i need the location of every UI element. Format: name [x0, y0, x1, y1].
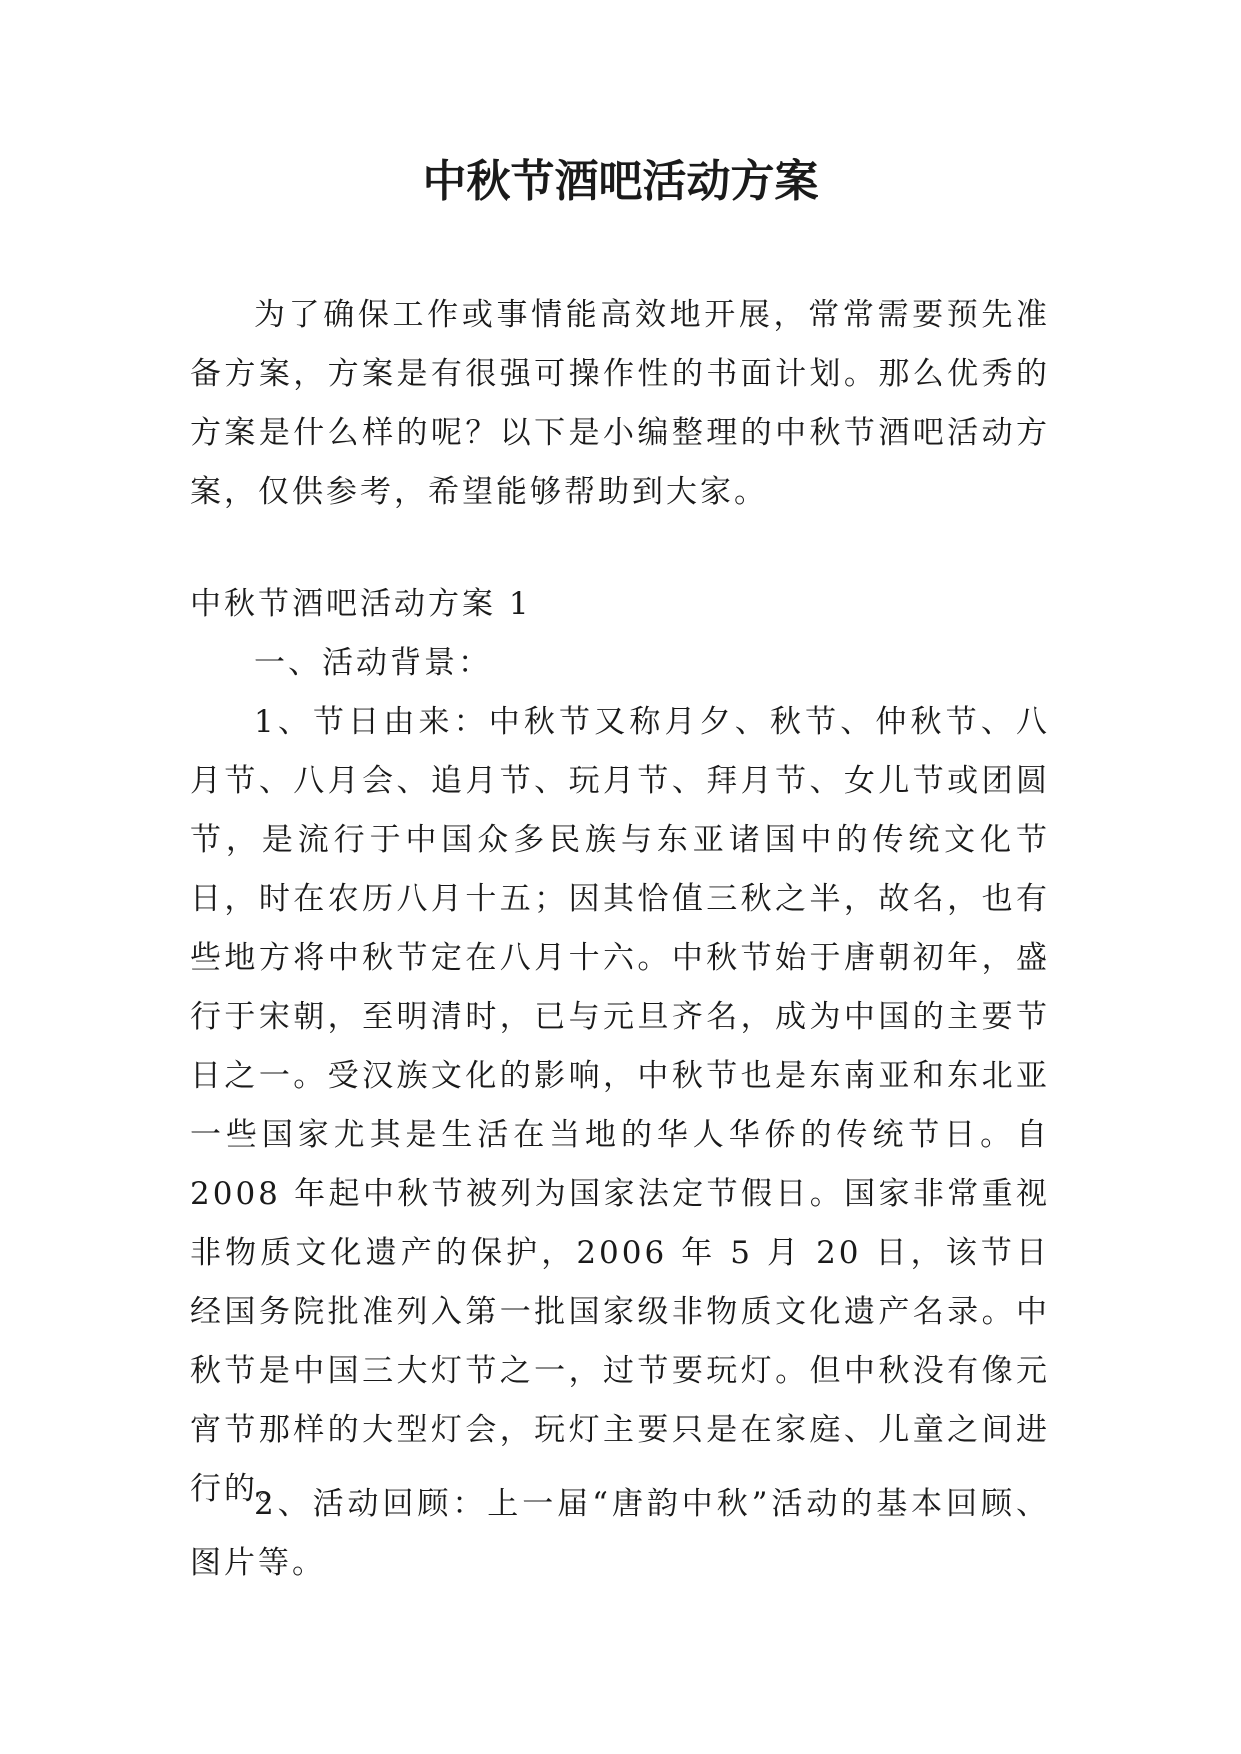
section-heading: 一、活动背景： [254, 645, 492, 681]
paragraph-festival-origin: 1、节日由来：中秋节又称月夕、秋节、仲秋节、八月节、八月会、追月节、玩月节、拜月节、女儿节或团圆节，是流行于中国众多民族与东亚诸国中的传统文化节日，时在农历八月十五；因其恰值三秋之半，故名，也有些地方将中秋节定在八月十六。中秋节始于唐朝初年，盛行于宋朝，至明清时，已与元旦齐名，成为中国的主要节日之一。受汉族文化的影响，中秋节也是东南亚和东北亚一些国家尤其是生活在当地的华人华侨的传统节日。自 2008 年起中秋节被列为国家法定节假日。国家非常重视非物质文化遗产的保护，2006 年 5 月 20 日，该节日经国务院批准列入第一批国家级非物质文化遗产名录。中秋节是中国三大灯节之一，过节要玩灯。但中秋没有像元宵节那样的大型灯会，玩灯主要只是在家庭、儿童之间进行的。 [190, 704, 1050, 1507]
intro-paragraph: 为了确保工作或事情能高效地开展，常常需要预先准备方案，方案是有很强可操作性的书面计划。那么优秀的方案是什么样的呢？以下是小编整理的中秋节酒吧活动方案，仅供参考，希望能够帮助到大家。 [190, 297, 1050, 510]
paragraph-activity-review: 2、活动回顾：上一届“唐韵中秋”活动的基本回顾、图片等。 [190, 1486, 1050, 1581]
plan-heading: 中秋节酒吧活动方案 1 [190, 586, 532, 622]
document-title: 中秋节酒吧活动方案 [422, 156, 819, 207]
